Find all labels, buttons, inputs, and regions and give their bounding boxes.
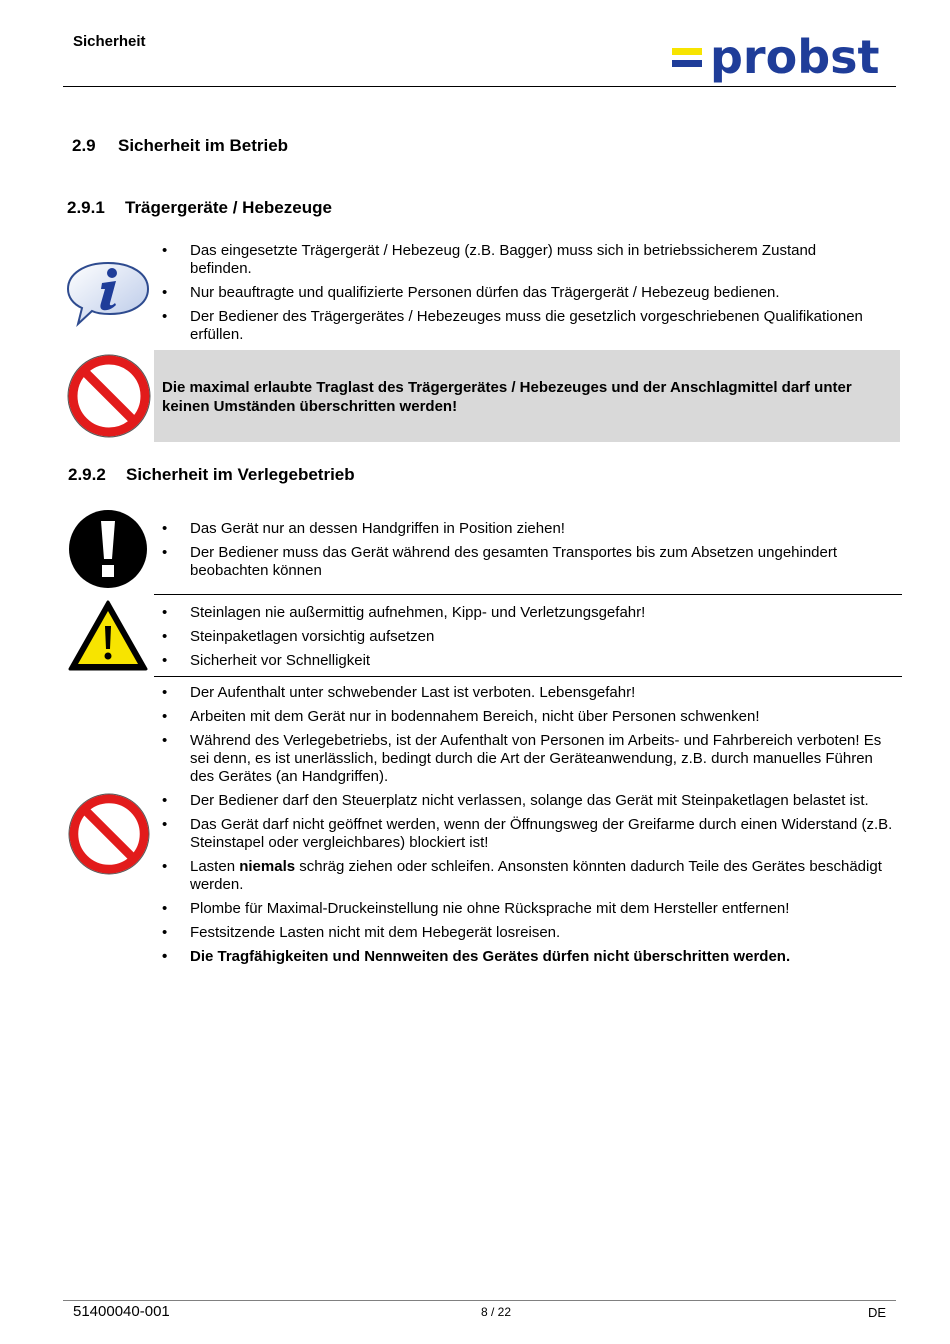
list-item: • Während des Verlegebetriebs, ist der Aufenthalt von Personen im Arbeits- und Fahrbereich verboten! Es sei denn, es ist unerlässlich, bedingt durch die Art der Geräteanwendung, z.B. durch manuelles Führen des Gerätes (an Handgriffen).	[160, 732, 895, 786]
doc-number: 51400040-001	[73, 1303, 170, 1320]
list-item: • Der Aufenthalt unter schwebender Last ist verboten. Lebensgefahr!	[160, 684, 895, 702]
list-item: • Plombe für Maximal-Druckeinstellung nie ohne Rücksprache mit dem Hersteller entfernen!	[160, 900, 895, 918]
subsection-heading-2	[68, 465, 355, 485]
footer-divider	[63, 1300, 896, 1301]
header-divider	[63, 86, 896, 87]
logo-bar-top	[672, 48, 702, 55]
page-number: 8 / 22	[481, 1305, 512, 1319]
header-title: Sicherheit	[73, 33, 146, 50]
prohibition-icon	[67, 354, 151, 438]
lasten-suffix: schräg ziehen oder schleifen. Ansonsten könnten dadurch Teile des Gerätes beschädigt werden.	[190, 858, 882, 893]
lasten-prefix: Lasten	[190, 858, 240, 875]
language-code: DE	[868, 1305, 887, 1320]
subsection-heading-1	[67, 198, 332, 218]
section-title: Sicherheit im Betrieb	[118, 136, 289, 155]
subsection-title-2: Sicherheit im Verlegebetrieb	[126, 465, 355, 484]
list-item: • Steinlagen nie außermittig aufnehmen, Kipp- und Verletzungsgefahr!	[160, 604, 880, 622]
prohibition-list	[160, 684, 895, 972]
info-list	[160, 242, 870, 350]
warning-triangle-icon	[67, 599, 149, 673]
caution-list	[160, 604, 880, 676]
lasten-emphasis: niemals	[239, 858, 296, 875]
list-item: • Der Bediener des Trägergerätes / Hebezeuges muss die gesetzlich vorgeschriebenen Qualifikationen erfüllen.	[160, 308, 870, 344]
section-number: 2.9	[72, 136, 96, 155]
list-item: • Das Gerät nur an dessen Handgriffen in Position ziehen!	[160, 520, 880, 538]
warning-box-text: Die maximal erlaubte Traglast des Trägergerätes / Hebezeuges und der Anschlagmittel darf unter keinen Umständen überschritten werden!	[162, 379, 852, 415]
probst-logo	[672, 30, 892, 84]
list-item: • Das Gerät darf nicht geöffnet werden, wenn der Öffnungsweg der Greifarme durch einen Widerstand (z.B. Steinstapel oder vergleichbares) blockiert ist!	[160, 816, 895, 852]
divider	[154, 676, 902, 677]
list-item: • Die Tragfähigkeiten und Nennweiten des Gerätes dürfen nicht überschritten werden.	[160, 948, 895, 966]
list-item: • Steinpaketlagen vorsichtig aufsetzen	[160, 628, 880, 646]
list-item: • Der Bediener muss das Gerät während des gesamten Transportes bis zum Absetzen ungehindert beobachten können	[160, 544, 880, 580]
logo-word: probst	[710, 30, 880, 84]
list-item: • Das eingesetzte Trägergerät / Hebezeug (z.B. Bagger) muss sich in betriebssicherem Zustand befinden.	[160, 242, 870, 278]
logo-bar-bottom	[672, 60, 702, 67]
exclamation-icon	[68, 509, 148, 589]
section-heading	[72, 136, 288, 156]
list-item: • Sicherheit vor Schnelligkeit	[160, 652, 880, 670]
subsection-number-1: 2.9.1	[67, 198, 105, 217]
prohibition-icon	[68, 793, 150, 875]
list-item: • Arbeiten mit dem Gerät nur in bodennahem Bereich, nicht über Personen schwenken!	[160, 708, 895, 726]
subsection-title-1: Trägergeräte / Hebezeuge	[125, 198, 332, 217]
list-item: • Nur beauftragte und qualifizierte Personen dürfen das Trägergerät / Hebezeug bedienen.	[160, 284, 870, 302]
info-icon	[66, 260, 151, 328]
list-item	[160, 858, 895, 894]
divider	[154, 594, 902, 595]
list-item: • Der Bediener darf den Steuerplatz nicht verlassen, solange das Gerät mit Steinpaketlagen belastet ist.	[160, 792, 895, 810]
subsection-number-2: 2.9.2	[68, 465, 106, 484]
list-item: • Festsitzende Lasten nicht mit dem Hebegerät losreisen.	[160, 924, 895, 942]
attention-list	[160, 520, 880, 586]
